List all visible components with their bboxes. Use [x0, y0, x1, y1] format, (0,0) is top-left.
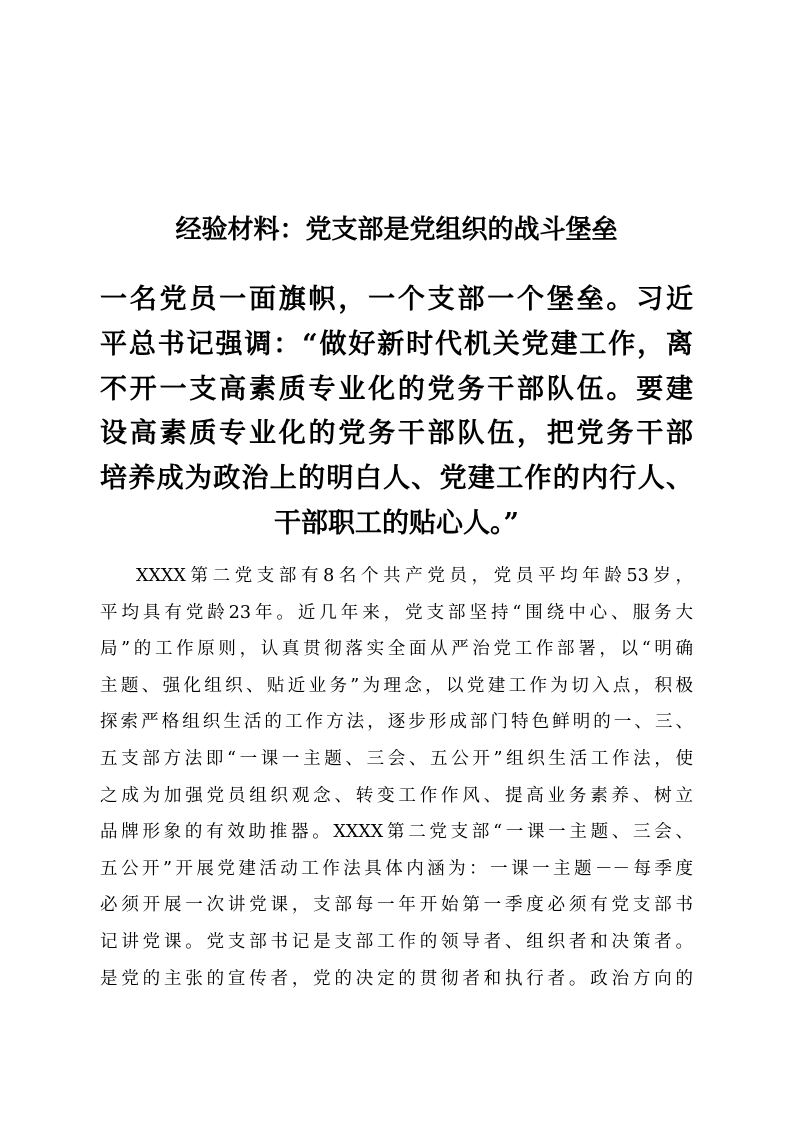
body-line: 主题、强化组织、贴近业务”为理念，以党建工作为切入点，积极: [100, 675, 693, 696]
body-line: 五支部方法即“一课一主题、三会、五公开”组织生活工作法，使: [100, 748, 693, 769]
lead-line: 平总书记强调：“做好新时代机关党建工作，离: [100, 328, 693, 360]
body-line: 局”的工作原则，认真贯彻落实全面从严治党工作部署，以“明确: [100, 639, 693, 660]
body-line: 品牌形象的有效助推器。XXXX第二党支部“一课一主题、三会、: [100, 822, 693, 843]
body-line: 平均具有党龄23年。近几年来，党支部坚持“围绕中心、服务大: [100, 602, 693, 623]
body-line: 记讲党课。党支部书记是支部工作的领导者、组织者和决策者。: [100, 931, 693, 952]
lead-line: 培养成为政治上的明白人、党建工作的内行人、: [100, 463, 693, 495]
document-title: 经验材料：党支部是党组织的战斗堡垒: [175, 215, 618, 245]
lead-paragraph: [100, 278, 693, 547]
lead-line: 不开一支高素质专业化的党务干部队伍。要建: [100, 373, 693, 405]
body-line: 之成为加强党员组织观念、转变工作作风、提高业务素养、树立: [100, 785, 693, 806]
body-paragraph: [100, 558, 693, 997]
body-line: 是党的主张的宣传者，党的决定的贯彻者和执行者。政治方向的: [100, 968, 693, 989]
lead-line: 干部职工的贴心人。”: [273, 507, 520, 539]
body-line: 探索严格组织生活的工作方法，逐步形成部门特色鲜明的一、三、: [100, 712, 693, 733]
lead-line: 一名党员一面旗帜，一个支部一个堡垒。习近: [100, 284, 693, 315]
lead-line: 设高素质专业化的党务干部队伍，把党务干部: [100, 418, 693, 450]
body-line: XXXX第二党支部有8名个共产党员，党员平均年龄53岁，: [136, 566, 693, 586]
body-line: 五公开”开展党建活动工作法具体内涵为：一课一主题－－每季度: [100, 858, 693, 879]
body-line: 必须开展一次讲党课，支部每一年开始第一季度必须有党支部书: [100, 895, 693, 916]
